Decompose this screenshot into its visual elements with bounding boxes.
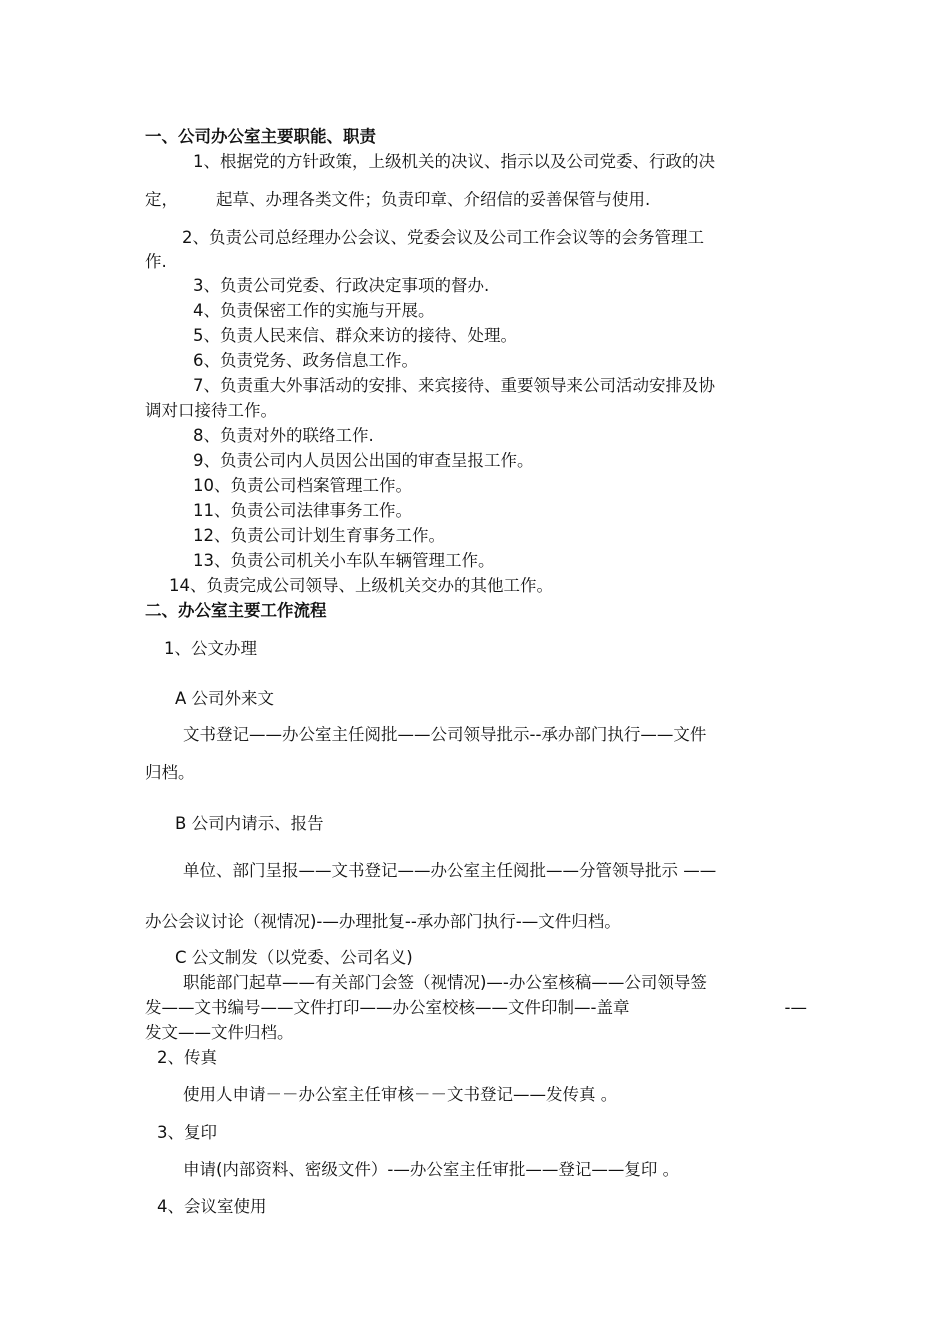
process-2-title: 2、传真 [157,1048,217,1067]
section1-heading: 一、公司办公室主要职能、职责 [145,127,376,146]
duty-item-1-line2-start: 定， [145,190,178,209]
section2-heading: 二、办公室主要工作流程 [145,601,327,620]
process-1c-line3: 发文——文件归档。 [145,1023,294,1042]
duty-item-12: 12、负责公司计划生育事务工作。 [193,526,445,545]
process-3-line: 申请(内部资料、密级文件）-—办公室主任审批——登记——复印 。 [183,1160,680,1179]
duty-item-6: 6、负责党务、政务信息工作。 [193,351,418,370]
process-1b-line2: 办公会议讨论（视情况)-—办理批复--承办部门执行-—文件归档。 [145,912,621,931]
duty-item-8: 8、负责对外的联络工作. [193,426,374,445]
duty-item-1-line1: 1、根据党的方针政策，上级机关的决议、指示以及公司党委、行政的决 [193,152,715,171]
duty-item-1-line2 [145,190,807,210]
process-1b-title: B 公司内请示、报告 [175,814,324,833]
duty-item-1-line2-rest: 起草、办理各类文件；负责印章、介绍信的妥善保管与使用. [216,190,651,209]
duty-item-9: 9、负责公司内人员因公出国的审查呈报工作。 [193,451,534,470]
duty-item-13: 13、负责公司机关小车队车辆管理工作。 [193,551,495,570]
process-1a-line1: 文书登记——办公室主任阅批——公司领导批示--承办部门执行——文件 [183,725,707,744]
duty-item-2-line2: 作. [145,252,167,271]
process-1c-title: C 公文制发（以党委、公司名义) [175,948,413,967]
duty-item-10: 10、负责公司档案管理工作。 [193,476,412,495]
process-1a-title: A 公司外来文 [175,689,275,708]
process-4-title: 4、会议室使用 [157,1197,267,1216]
process-1b-line1: 单位、部门呈报——文书登记——办公室主任阅批——分管领导批示 —— [183,861,717,880]
process-1a-line2: 归档。 [145,763,195,782]
duty-item-14: 14、负责完成公司领导、上级机关交办的其他工作。 [169,576,553,595]
duty-item-2-line1: 2、负责公司总经理办公会议、党委会议及公司工作会议等的会务管理工 [182,228,704,247]
duty-item-7-line1: 7、负责重大外事活动的安排、来宾接待、重要领导来公司活动安排及协 [193,376,715,395]
duty-item-11: 11、负责公司法律事务工作。 [193,501,412,520]
duty-item-7-line2: 调对口接待工作。 [145,401,277,420]
process-1c-line2-text: 发——文书编号——文件打印——办公室校核——文件印制—-盖章 [145,998,630,1017]
duty-item-4: 4、负责保密工作的实施与开展。 [193,301,435,320]
process-1c-line2 [145,998,807,1018]
process-1c-line2-end: -— [784,998,807,1017]
process-3-title: 3、复印 [157,1123,217,1142]
process-1-title: 1、公文办理 [164,639,257,658]
process-2-line: 使用人申请－－办公室主任审核－－文书登记——发传真 。 [183,1085,618,1104]
duty-item-5: 5、负责人民来信、群众来访的接待、处理。 [193,326,517,345]
duty-item-3: 3、负责公司党委、行政决定事项的督办. [193,276,490,295]
process-1c-line1: 职能部门起草——有关部门会签（视情况)—-办公室核稿——公司领导签 [183,973,707,992]
